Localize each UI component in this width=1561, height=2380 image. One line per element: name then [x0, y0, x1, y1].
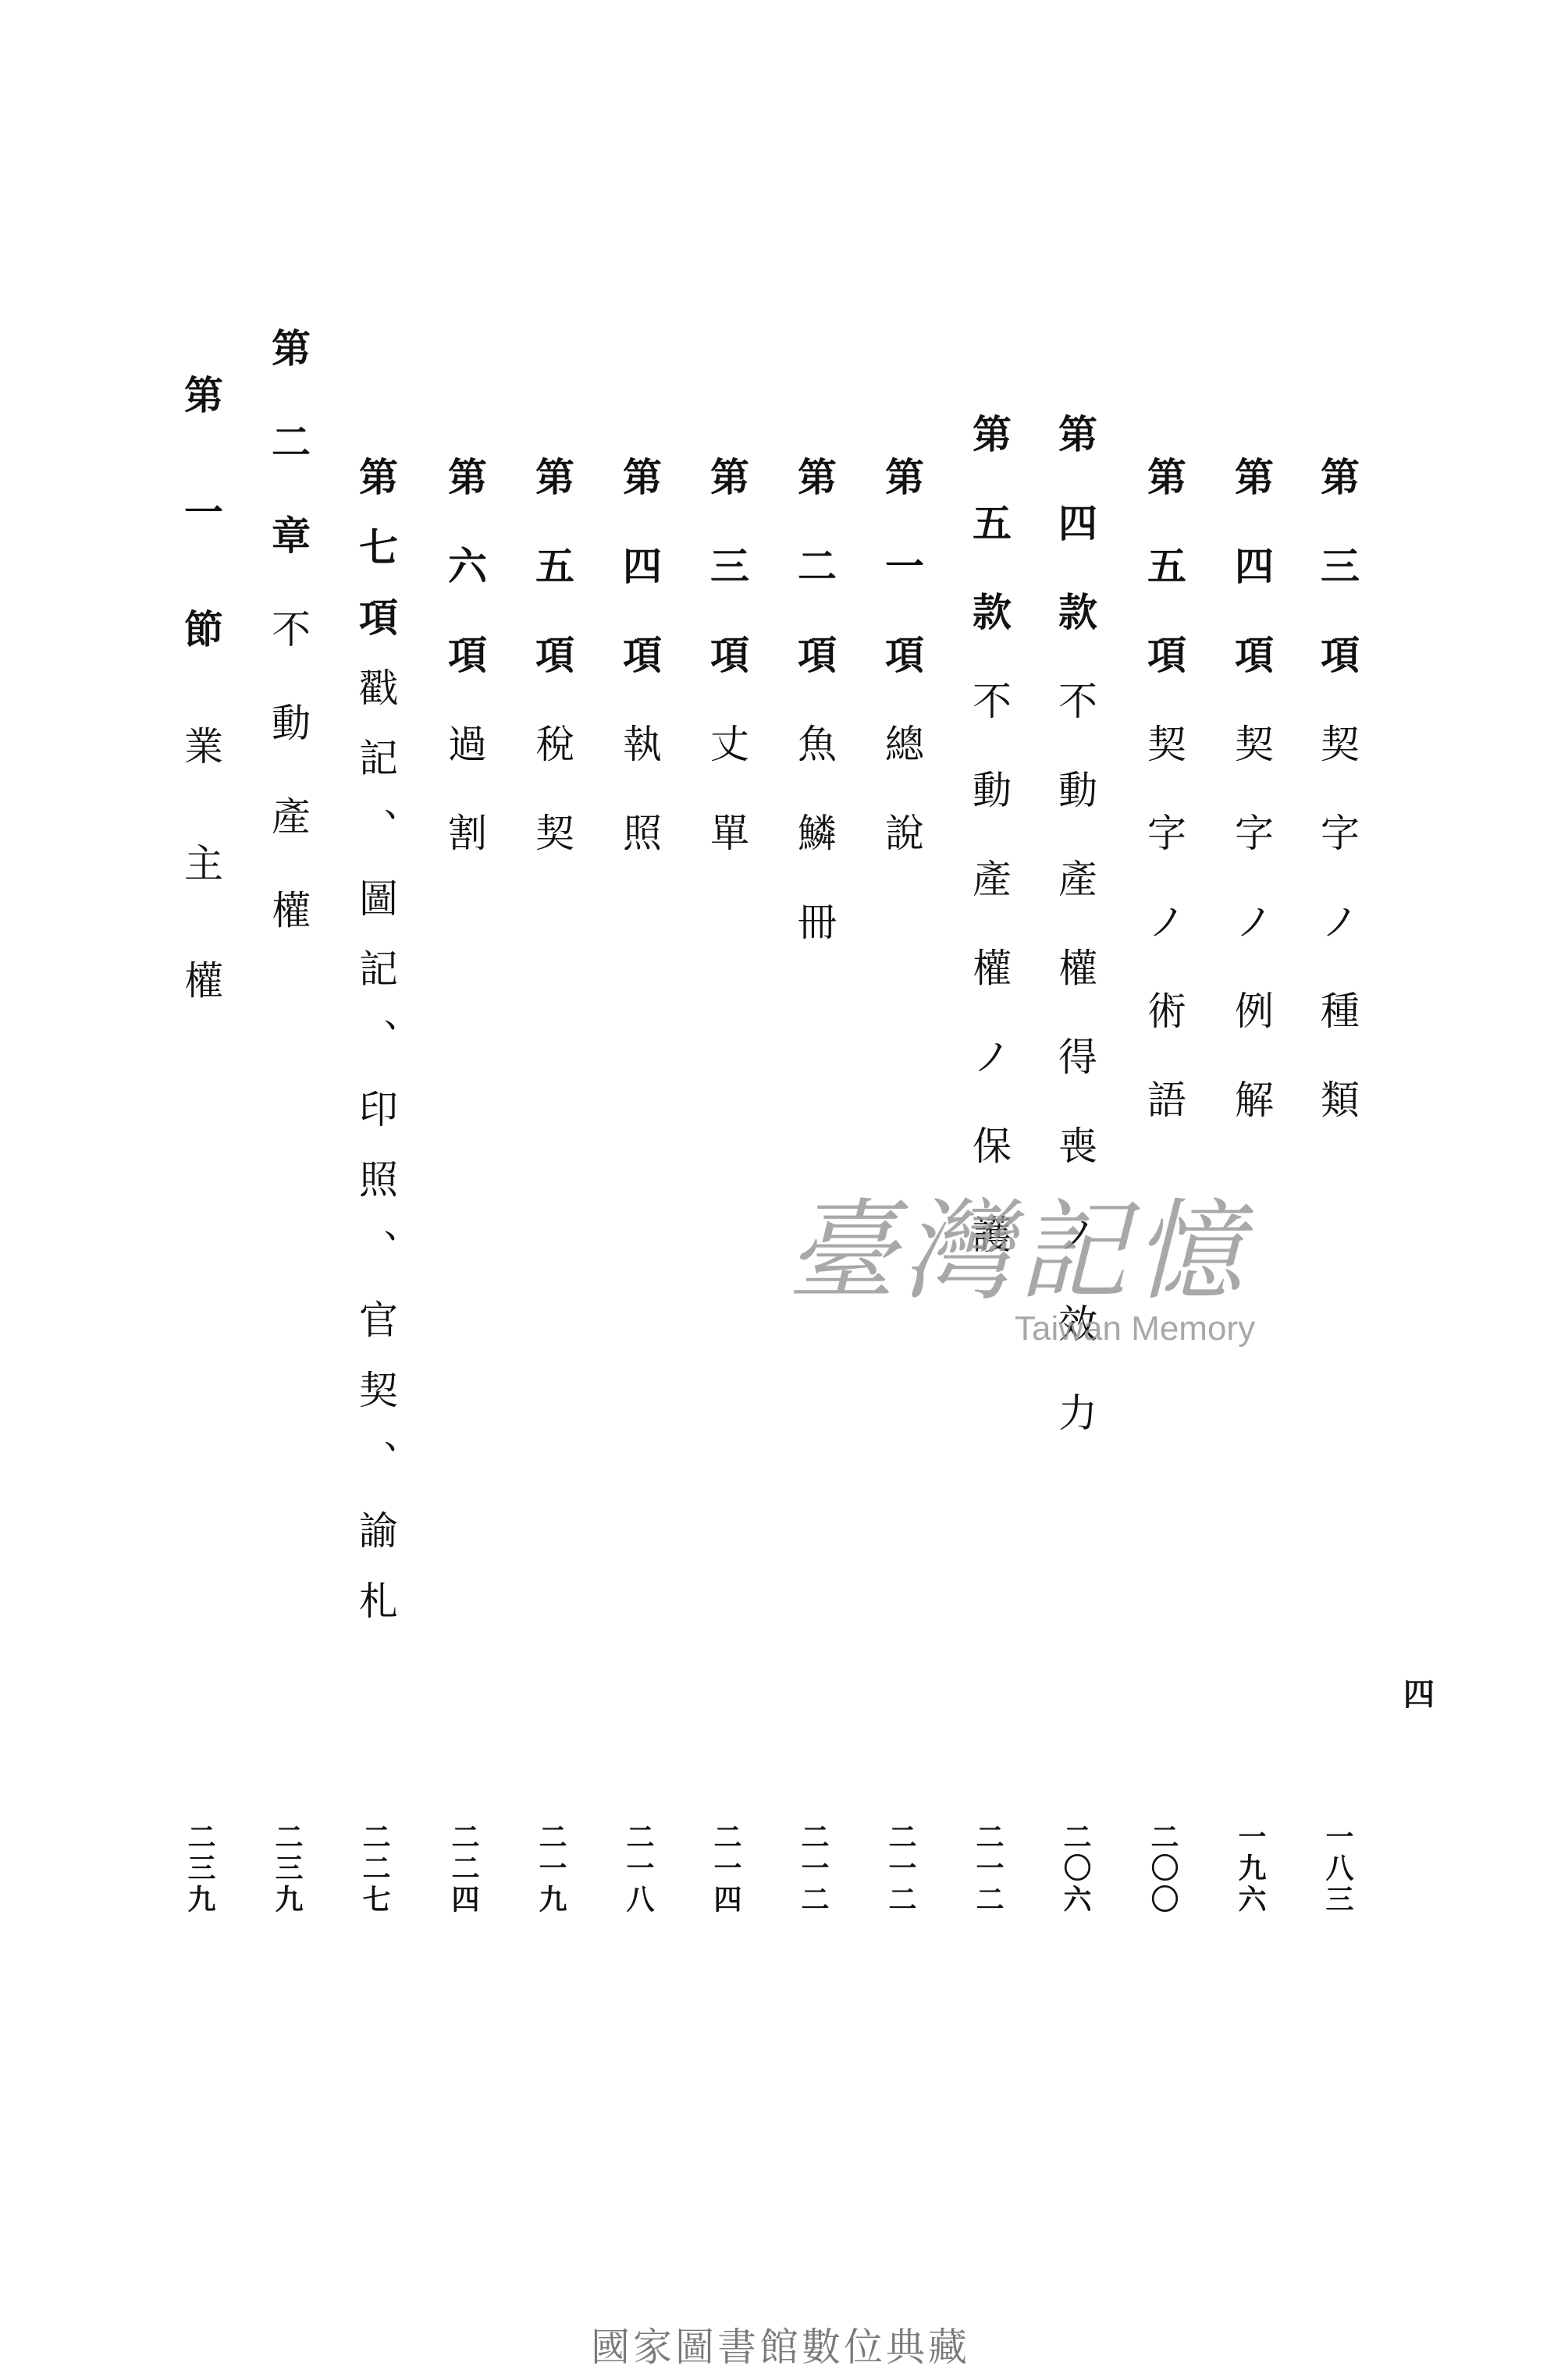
toc-entry-heading: 第四款 [1052, 414, 1098, 680]
toc-page-number: 一九六 [1234, 1822, 1267, 1916]
toc-entry-title: 丈單 [704, 723, 749, 901]
toc-entry-heading: 第四項 [617, 456, 663, 723]
toc-page-number: 二一八 [622, 1822, 655, 1916]
footer-archive-label: 國家圖書館數位典藏 [591, 2325, 970, 2370]
watermark-chinese: 臺灣記憶 [787, 1188, 1250, 1316]
toc-entry-title: 契字ノ種類 [1314, 723, 1360, 1168]
toc-entry-5 [966, 414, 1012, 1303]
toc-entry-2 [1229, 456, 1275, 1168]
toc-page-number: 二三九 [271, 1822, 304, 1916]
toc-page-number: 二二七 [358, 1822, 391, 1916]
toc-entry-heading: 第四項 [1229, 456, 1275, 723]
toc-page-number: 二一二 [972, 1822, 1005, 1916]
toc-entry-title: 不動產權 [265, 609, 311, 983]
toc-page-number: 二〇〇 [1147, 1822, 1179, 1916]
watermark [780, 1188, 1256, 1348]
toc-entry-heading: 第一項 [879, 456, 925, 723]
toc-entry-8 [704, 456, 750, 901]
toc-entry-14 [178, 375, 224, 1077]
toc-entry-13 [265, 328, 311, 983]
watermark-english: Taiwan Memory [1015, 1309, 1256, 1348]
toc-entry-heading: 第七項 [353, 456, 399, 667]
toc-entry-title: 契字ノ術語 [1141, 723, 1186, 1168]
toc-entry-title: 不動產權ノ保護 [966, 680, 1012, 1303]
toc-entry-3 [1141, 456, 1187, 1168]
folio-page-number: 四 [1403, 1676, 1435, 1713]
toc-page-number: 二〇六 [1059, 1822, 1092, 1916]
toc-entry-12 [353, 456, 399, 1650]
toc-entry-title: 執照 [617, 723, 662, 901]
toc-entry-title: 稅契 [529, 723, 574, 901]
toc-entry-11 [442, 456, 488, 901]
toc-entry-title: 魚鱗冊 [791, 723, 837, 990]
toc-entry-heading: 第五項 [529, 456, 575, 723]
toc-entry-title: 總說 [879, 723, 924, 901]
toc-entry-6 [879, 456, 925, 901]
toc-entry-title: 過割 [442, 723, 487, 901]
toc-entry-heading: 第三項 [704, 456, 750, 723]
toc-entry-heading: 第五項 [1141, 456, 1187, 723]
toc-entry-heading: 第六項 [442, 456, 488, 723]
toc-entry-heading: 第二項 [791, 456, 837, 723]
toc-page-number: 二三九 [183, 1822, 216, 1916]
toc-page-number: 二一二 [797, 1822, 830, 1916]
toc-entry-heading: 第一節 [178, 375, 224, 726]
toc-entry-10 [529, 456, 575, 901]
toc-entry-title: 契字ノ例解 [1229, 723, 1274, 1168]
toc-page-number: 二二四 [447, 1822, 480, 1916]
toc-entry-heading: 第五款 [966, 414, 1012, 680]
toc-entry-9 [617, 456, 663, 901]
toc-entry-title: 戳記、圖記、印照、官契、諭札 [353, 667, 398, 1650]
toc-page-number: 二一四 [709, 1822, 742, 1916]
toc-page-number: 二一九 [535, 1822, 567, 1916]
toc-entry-heading: 第三項 [1314, 456, 1360, 723]
toc-entry-7 [791, 456, 837, 990]
toc-page-number: 一八三 [1321, 1822, 1354, 1916]
toc-entry-title: 業主權 [178, 726, 223, 1077]
toc-page-number: 二一二 [884, 1822, 917, 1916]
toc-entry-heading: 第二章 [265, 328, 311, 609]
toc-entry-title: 不動產權得喪ノ效力 [1052, 680, 1097, 1481]
toc-entry-1 [1314, 456, 1360, 1168]
